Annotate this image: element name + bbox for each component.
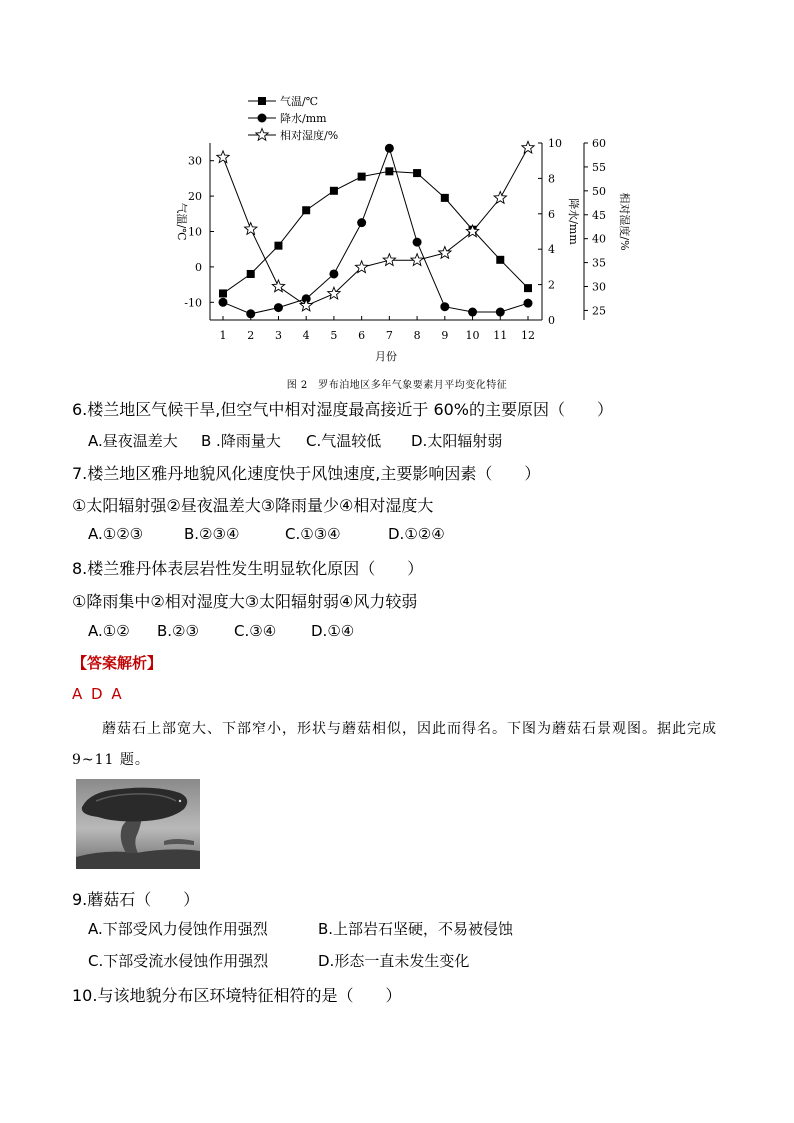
data-point-circle bbox=[385, 144, 394, 153]
data-point-star bbox=[494, 192, 506, 204]
x-tick-label: 9 bbox=[441, 329, 449, 342]
x-tick-label: 4 bbox=[302, 329, 310, 342]
data-point-circle bbox=[219, 298, 228, 307]
q6-option-d: D.太阳辐射弱 bbox=[411, 432, 503, 450]
data-point-square bbox=[441, 194, 449, 202]
data-point-square bbox=[274, 242, 282, 250]
chart-series bbox=[217, 141, 534, 318]
right1-tick-label: 10 bbox=[548, 137, 562, 150]
left-tick-label: 0 bbox=[195, 260, 202, 274]
x-tick-label: 12 bbox=[521, 329, 535, 342]
data-point-square bbox=[302, 206, 310, 214]
data-point-circle bbox=[468, 308, 477, 317]
data-point-circle bbox=[329, 269, 338, 278]
question-8-stem: 8.楼兰雅丹体表层岩性发生明显软化原因（ ） bbox=[72, 559, 424, 578]
data-point-square bbox=[496, 256, 504, 264]
legend-marker-star bbox=[256, 129, 268, 141]
q7-option-a: A.①②③ bbox=[88, 525, 144, 543]
legend-label: 相对湿度/% bbox=[280, 129, 339, 142]
data-point-circle bbox=[357, 218, 366, 227]
right2-tick-label: 60 bbox=[592, 137, 606, 150]
chart-caption: 图 2 罗布泊地区多年气象要素月平均变化特征 bbox=[286, 380, 508, 391]
left-tick-label: 10 bbox=[188, 225, 202, 239]
q9-option-c: C.下部受流水侵蚀作用强烈 bbox=[88, 952, 269, 970]
q6-option-c: C.气温较低 bbox=[306, 432, 382, 450]
data-point-circle bbox=[246, 309, 255, 318]
right2-tick-label: 45 bbox=[592, 208, 606, 222]
left-axis-label: 气温/℃ bbox=[175, 202, 188, 241]
question-6-stem: 6.楼兰地区气候干旱,但空气中相对湿度最高接近于 60%的主要原因（ ） bbox=[72, 400, 614, 419]
series-line-star bbox=[223, 148, 528, 306]
x-tick-label: 11 bbox=[493, 329, 508, 342]
right2-tick-label: 30 bbox=[592, 280, 606, 294]
q8-option-b: B.②③ bbox=[157, 622, 199, 640]
mushroom-rock-photo bbox=[76, 779, 200, 869]
legend-marker-square bbox=[258, 97, 266, 105]
data-point-square bbox=[358, 173, 366, 181]
data-point-star bbox=[383, 254, 395, 266]
right2-tick-label: 25 bbox=[592, 304, 606, 318]
right1-tick-label: 2 bbox=[548, 278, 555, 292]
right2-tick-label: 55 bbox=[592, 160, 606, 174]
q8-option-d: D.①④ bbox=[311, 622, 355, 640]
data-point-star bbox=[522, 141, 534, 153]
data-point-square bbox=[385, 167, 393, 175]
right1-tick-label: 0 bbox=[548, 314, 555, 327]
data-point-star bbox=[411, 254, 423, 266]
x-tick-label: 7 bbox=[385, 329, 393, 342]
q9-option-d: D.形态一直未发生变化 bbox=[318, 952, 470, 970]
right1-axis-label: 降水/mm bbox=[567, 198, 580, 245]
q7-option-c: C.①③④ bbox=[285, 525, 341, 543]
data-point-square bbox=[413, 169, 421, 177]
legend-marker-circle bbox=[258, 114, 267, 123]
x-tick-label: 3 bbox=[274, 329, 282, 342]
answer-text: A D A bbox=[72, 685, 124, 703]
legend-label: 气温/℃ bbox=[280, 95, 319, 108]
x-axis-label: 月份 bbox=[375, 350, 397, 363]
series-line-square bbox=[223, 171, 528, 293]
q7-option-d: D.①②④ bbox=[388, 525, 445, 543]
q6-option-a: A.昼夜温差大 bbox=[88, 432, 178, 450]
x-tick-label: 5 bbox=[330, 329, 338, 342]
data-point-square bbox=[219, 289, 227, 297]
intro-paragraph: 蘑菇石上部宽大、下部窄小，形状与蘑菇相似，因此而得名。下图为蘑菇石景观图。据此完成 9~11 题。 bbox=[72, 721, 717, 768]
q7-option-b: B.②③④ bbox=[184, 525, 240, 543]
answer-heading: 【答案解析】 bbox=[72, 654, 163, 672]
legend-label: 降水/mm bbox=[280, 112, 327, 125]
q8-option-c: C.③④ bbox=[234, 622, 277, 640]
question-8-factors: ①降雨集中②相对湿度大③太阳辐射弱④风力较弱 bbox=[72, 592, 418, 611]
data-point-square bbox=[524, 284, 532, 292]
left-tick-label: -10 bbox=[184, 296, 202, 310]
left-tick-label: 30 bbox=[188, 154, 202, 168]
question-7-stem: 7.楼兰地区雅丹地貌风化速度快于风蚀速度,主要影响因素（ ） bbox=[72, 464, 541, 483]
data-point-circle bbox=[524, 299, 533, 308]
data-point-square bbox=[330, 187, 338, 195]
q6-option-b: B .降雨量大 bbox=[201, 432, 281, 450]
data-point-star bbox=[217, 151, 229, 163]
q8-option-a: A.①② bbox=[88, 622, 130, 640]
right1-tick-label: 6 bbox=[548, 207, 555, 221]
q9-option-a: A.下部受风力侵蚀作用强烈 bbox=[88, 920, 268, 938]
data-point-circle bbox=[274, 303, 283, 312]
series-line-circle bbox=[223, 148, 528, 313]
data-point-star bbox=[300, 299, 312, 311]
chart-legend bbox=[248, 94, 338, 142]
q9-option-b: B.上部岩石坚硬，不易被侵蚀 bbox=[318, 920, 514, 938]
data-point-circle bbox=[496, 308, 505, 317]
right2-tick-label: 35 bbox=[592, 256, 606, 270]
chart-axes bbox=[175, 137, 632, 363]
x-tick-label: 8 bbox=[413, 329, 421, 342]
x-tick-label: 6 bbox=[358, 329, 366, 342]
climate-chart bbox=[175, 88, 650, 373]
question-10-stem: 10.与该地貌分布区环境特征相符的是（ ） bbox=[72, 986, 402, 1005]
data-point-circle bbox=[440, 302, 449, 311]
data-point-square bbox=[247, 270, 255, 278]
right2-tick-label: 50 bbox=[592, 184, 606, 198]
data-point-star bbox=[439, 247, 451, 259]
right2-tick-label: 40 bbox=[592, 232, 606, 246]
x-tick-label: 2 bbox=[247, 329, 255, 342]
right1-tick-label: 8 bbox=[548, 172, 555, 186]
data-point-circle bbox=[413, 238, 422, 247]
x-tick-label: 1 bbox=[219, 329, 227, 342]
question-9-stem: 9.蘑菇石（ ） bbox=[72, 890, 200, 909]
question-7-factors: ①太阳辐射强②昼夜温差大③降雨量少④相对湿度大 bbox=[72, 496, 434, 515]
x-tick-label: 10 bbox=[465, 329, 480, 342]
data-point-star bbox=[245, 223, 257, 235]
left-tick-label: 20 bbox=[188, 190, 202, 204]
right1-tick-label: 4 bbox=[548, 243, 555, 257]
right2-axis-label: 相对湿度/% bbox=[618, 192, 631, 251]
